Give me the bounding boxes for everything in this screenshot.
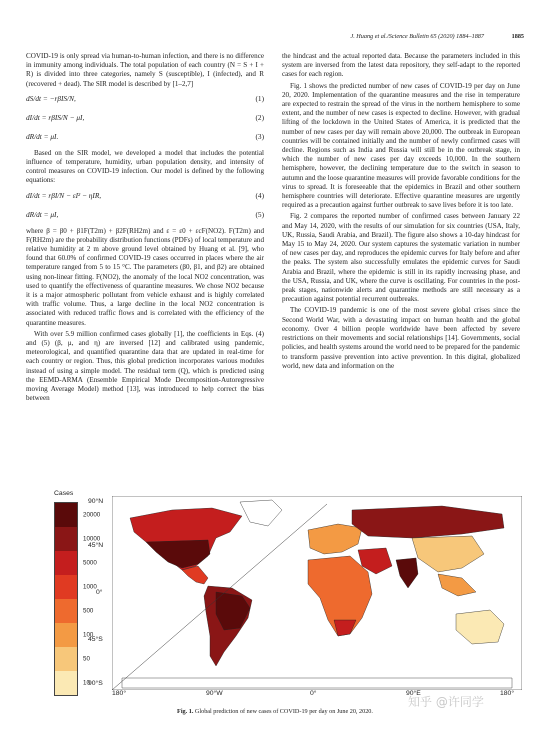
y-tick-label: 90°S bbox=[88, 680, 103, 687]
running-head: J. Huang et al./Science Bulletin 65 (2020) 1884–1887 bbox=[350, 33, 484, 40]
legend-label: 10 bbox=[83, 679, 90, 687]
x-tick-label: 0° bbox=[310, 690, 317, 697]
legend-label: 50 bbox=[83, 655, 90, 663]
paragraph: Fig. 1 shows the predicted number of new cases of COVID-19 per day on June 20, 2020. Implementation of the quarantine measures and the rise in temperature are expected to restrain the spread of the virus in the northern hemisphere to some extent, and the number of new cases is expected to decline. However, with gradual lifting of the lockdown in the United States of America, it is predicted that the number of new cases per day will remain above 20,000. The outbreak in European countries will be contained initially and the number of newly confirmed cases will decline. Regions such as India and Russia will still be in the outbreak stage, in which the number of new cases per day exceeds 10,000. In the southern hemisphere, however, the declining temperature due to the switch in season to autumn and the loose quarantine measures will provide favorable conditions for the virus to spread. It is foreseeable that the epidemics in Brazil and other southern hemisphere countries will deteriorate. Effective quarantine measures are urgently required as a precaution against further outbreak to save lives before it is too late. bbox=[282, 81, 520, 210]
x-tick-label: 90°W bbox=[206, 690, 223, 697]
paragraph: With over 5.9 million confirmed cases globally [1], the coefficients in Eqs. (4) and (5) (β, μ, and η) are inversed [12] and calibrated using pandemic, meteorological, and quantified quarantine data that are updated in real-time for each country or region. Thus, this global prediction incorporates various modules instead of using a simple model. The residual term (Q), which is predicted using the EEMD-ARMA (Ensemble Empirical Mode Decomposition-Autoregressive moving Average Model) method [13], was introduced to help correct the bias between bbox=[26, 329, 264, 403]
left-column bbox=[26, 52, 264, 405]
equation-5: dR/dt = μI, (5) bbox=[26, 209, 264, 219]
caption-label: Fig. 1. bbox=[177, 708, 194, 715]
equation-3: dR/dt = μI. (3) bbox=[26, 131, 264, 141]
paragraph: Based on the SIR model, we developed a model that includes the potential influence of temperature, humidity, urban population density, and intensity of control measures on COVID-19 infection. Our model is defined by the following equations: bbox=[26, 148, 264, 185]
right-column bbox=[282, 52, 520, 373]
legend-swatch bbox=[55, 575, 97, 599]
x-tick-label: 180° bbox=[112, 690, 127, 697]
caption-text: Global prediction of new cases of COVID-19 per day on June 20, 2020. bbox=[194, 708, 373, 715]
watermark: 知乎 @许同学 bbox=[408, 695, 484, 709]
y-tick-label: 45°S bbox=[88, 636, 103, 643]
y-tick-label: 45°N bbox=[88, 542, 104, 549]
legend-label: 100 bbox=[83, 631, 94, 639]
paragraph: The COVID-19 pandemic is one of the most severe global crises since the Second World War, with a devastating impact on human health and the global economy. Over 4 billion people worldwide have been affected by severe restrictions on their movements and social relationships [14]. Governments, social policies, and health systems around the world need to be prepared for the pandemic to transform passive prevention into active prevention. In this digital, globalized world, new data and information on the bbox=[282, 306, 520, 370]
legend-title: Cases bbox=[54, 490, 74, 497]
paragraph: COVID-19 is only spread via human-to-human infection, and there is no difference in immunity among individuals. The total population of each country (N = S + I + R) is divided into three categories, namely S (susceptible), I (infected), and R (recovered + dead). The SIR model is described by [1–2,7] bbox=[26, 52, 264, 88]
x-tick-label: 90°E bbox=[406, 690, 421, 697]
legend-swatch bbox=[55, 551, 97, 575]
x-tick-label: 180° bbox=[500, 690, 515, 697]
paragraph: the hindcast and the actual reported data. Because the parameters included in this system are inversed from the latest data repository, they self-adapt to the reported cases for each region. bbox=[282, 52, 520, 79]
antarctica-shape bbox=[122, 678, 512, 688]
legend-label: 20000 bbox=[83, 511, 101, 519]
y-tick-label: 90°N bbox=[88, 498, 104, 505]
legend-swatch bbox=[55, 647, 90, 671]
legend-label: 1000 bbox=[83, 583, 97, 591]
equation-4: dI/dt = rβI/N − εI² − ηIR, (4) bbox=[26, 190, 264, 200]
running-header bbox=[26, 33, 524, 42]
page-number: 1885 bbox=[511, 33, 524, 40]
equation-1: dS/dt = −rβIS/N, (1) bbox=[26, 93, 264, 103]
legend-label: 500 bbox=[83, 607, 94, 615]
legend-swatch bbox=[55, 599, 94, 623]
world-map bbox=[112, 496, 522, 690]
legend-label: 5000 bbox=[83, 559, 97, 567]
equation-2: dI/dt = rβIS/N − μI, (2) bbox=[26, 112, 264, 122]
paragraph: Fig. 2 compares the reported number of confirmed cases between January 22 and May 14, 2020, with the results of our simulation for six countries (USA, Italy, UK, Russia, Saudi Arabia, and Brazil). The figure also shows a 10-day hindcast for May 15 to May 24, 2020. Our system captures the systematic variation in number of new cases per day, and reproduces the epidemic curves for Italy before and after the peaks. The system also successfully emulates the epidemic curves for Saudi Arabia and Brazil, where the epidemic is still in its rapidly increasing phase, and the USA, Russia, and UK, where the curve is oscillating. For countries in the post-peak stages, nationwide alerts and quarantine methods are still necessary as a precaution against potential recurrent outbreaks. bbox=[282, 212, 520, 304]
y-tick-label: 0° bbox=[96, 589, 103, 596]
legend-swatch bbox=[55, 503, 101, 527]
paragraph: where β = β0 + β1F(T2m) + β2F(RH2m) and ε = ε0 + εcF(NO2). F(T2m) and F(RH2m) are the probability distribution functions (PDFs) of local temperature and relative humidity at 2 m above ground level obtained by Huang et al. [9], who found that 60.0% of confirmed COVID-19 cases occurred in places where the air temperature ranged from 5 to 15 °C. The parameters (β0, β1, and β2) are obtained using non-linear fitting. F(NO2), the anomaly of the local NO2 concentration, was used to quantify the effectiveness of quarantine measures. We chose NO2 because it is a major atmospheric pollutant from vehicle exhaust and is highly correlated with traffic volume. Thus, a large decline in the local NO2 concentration is associated with reduced traffic flows and is correlated with the efficiency of the quarantine measures. bbox=[26, 226, 264, 327]
legend-swatch bbox=[55, 623, 94, 647]
figure-1 bbox=[46, 490, 526, 705]
legend-label: 10000 bbox=[83, 535, 101, 543]
legend-swatch bbox=[55, 671, 90, 695]
